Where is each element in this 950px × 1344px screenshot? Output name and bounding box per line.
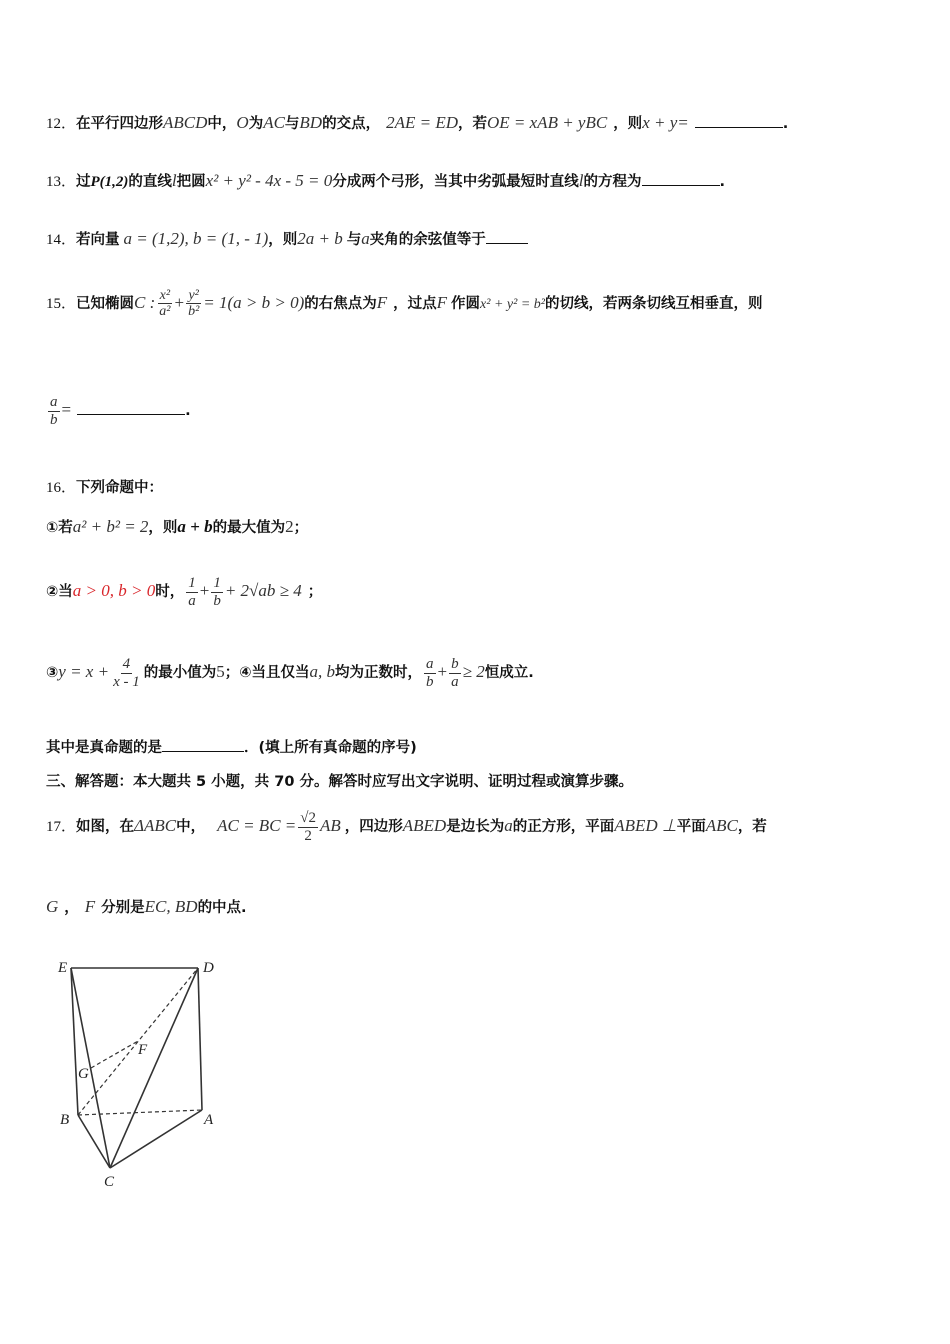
answer-blank[interactable] — [486, 229, 528, 244]
question-13: 13．过P(1,2)的直线l把圆x² + y² - 4x - 5 = 0分成两个弓形，当其中劣弧最短时直线l的方程为 . — [46, 171, 726, 190]
fraction: $\frac{a}{b}$ — [50, 394, 58, 428]
label-B: B — [60, 1112, 70, 1128]
question-15: 15．已知椭圆C : $\frac{\text{x²}}{\text{a²}}$ + $\frac{\text{y²}}{\text{b²}}$ = 1(a > b > 0)的右焦点为F ，过点F 作圆x² + y² = b²的切线，若两条切线互相垂直，则 — [46, 288, 763, 320]
fraction: $\frac{\text{y²}}{\text{b²}}$ — [188, 288, 200, 320]
fraction: $\frac{√2}{2}$ — [300, 810, 316, 844]
label-C: C — [104, 1174, 115, 1190]
fraction: $\frac{1}{b}$ — [213, 575, 221, 609]
label-E: E — [58, 960, 68, 976]
question-14: 14．若向量 a = (1,2), b = (1, - 1)，则2a + b 与a夹角的余弦值等于 — [46, 228, 910, 249]
question-17: 17．如图，在ΔABC中， AC = BC = $\frac{√2}{2}$ AB ，四边形ABED是边长为a的正方形，平面ABED ⊥平面ABC，若 — [46, 810, 767, 844]
edge-EC — [71, 968, 110, 1168]
edge-BA — [78, 1110, 202, 1115]
proposition-2: ②当a > 0, b > 0时， $\frac{1}{a}$ + $\frac{1}{b}$ + 2√ab ≥ 4 ； — [46, 575, 323, 609]
edge-GF — [91, 1041, 138, 1068]
label-A: A — [204, 1112, 214, 1128]
question-15-answer: $\frac{a}{b}$ = . — [50, 394, 191, 428]
answer-blank[interactable] — [77, 400, 185, 415]
question-16: 16．下列命题中： — [46, 480, 164, 496]
question-17-cont: G ， F 分别是EC, BD的中点. — [46, 897, 247, 916]
answer-blank[interactable] — [162, 737, 244, 752]
proposition-1: ①若a² + b² = 2，则a + b的最大值为2； — [46, 517, 309, 536]
fraction: $\frac{1}{a}$ — [188, 575, 196, 609]
answer-blank[interactable] — [642, 171, 720, 186]
fraction: $\frac{4}{x - 1}$ — [113, 656, 140, 690]
fraction: $\frac{a}{b}$ — [426, 656, 434, 690]
label-G: G — [78, 1066, 89, 1082]
fraction: $\frac{b}{a}$ — [451, 656, 459, 690]
fraction: $\frac{\text{x²}}{\text{a²}}$ — [159, 288, 171, 320]
edge-DA — [198, 968, 202, 1110]
section-heading: 三、解答题：本大题共 5 小题，共 70 分。解答时应写出文字说明、证明过程或演算步骤。 — [46, 774, 633, 790]
label-D: D — [203, 960, 214, 976]
question-12: 12．在平行四边形ABCD中，O为AC与BD的交点， 2AE = ED，若OE = xAB + yBC ，则x + y= . — [46, 113, 789, 132]
question-16-ask: 其中是真命题的是 ．(填上所有真命题的序号) — [46, 736, 910, 757]
proposition-3-4: ③y = x + $\frac{4}{x - 1}$ 的最小值为5；④当且仅当a, b均为正数时， $\frac{a}{b}$ + $\frac{b}{a}$ ≥ 2恒成立. — [46, 656, 534, 690]
geometry-figure — [46, 950, 246, 1190]
edge-DC — [110, 968, 198, 1168]
label-F: F — [138, 1042, 148, 1058]
answer-blank[interactable] — [695, 113, 783, 128]
edge-AC — [110, 1110, 202, 1168]
